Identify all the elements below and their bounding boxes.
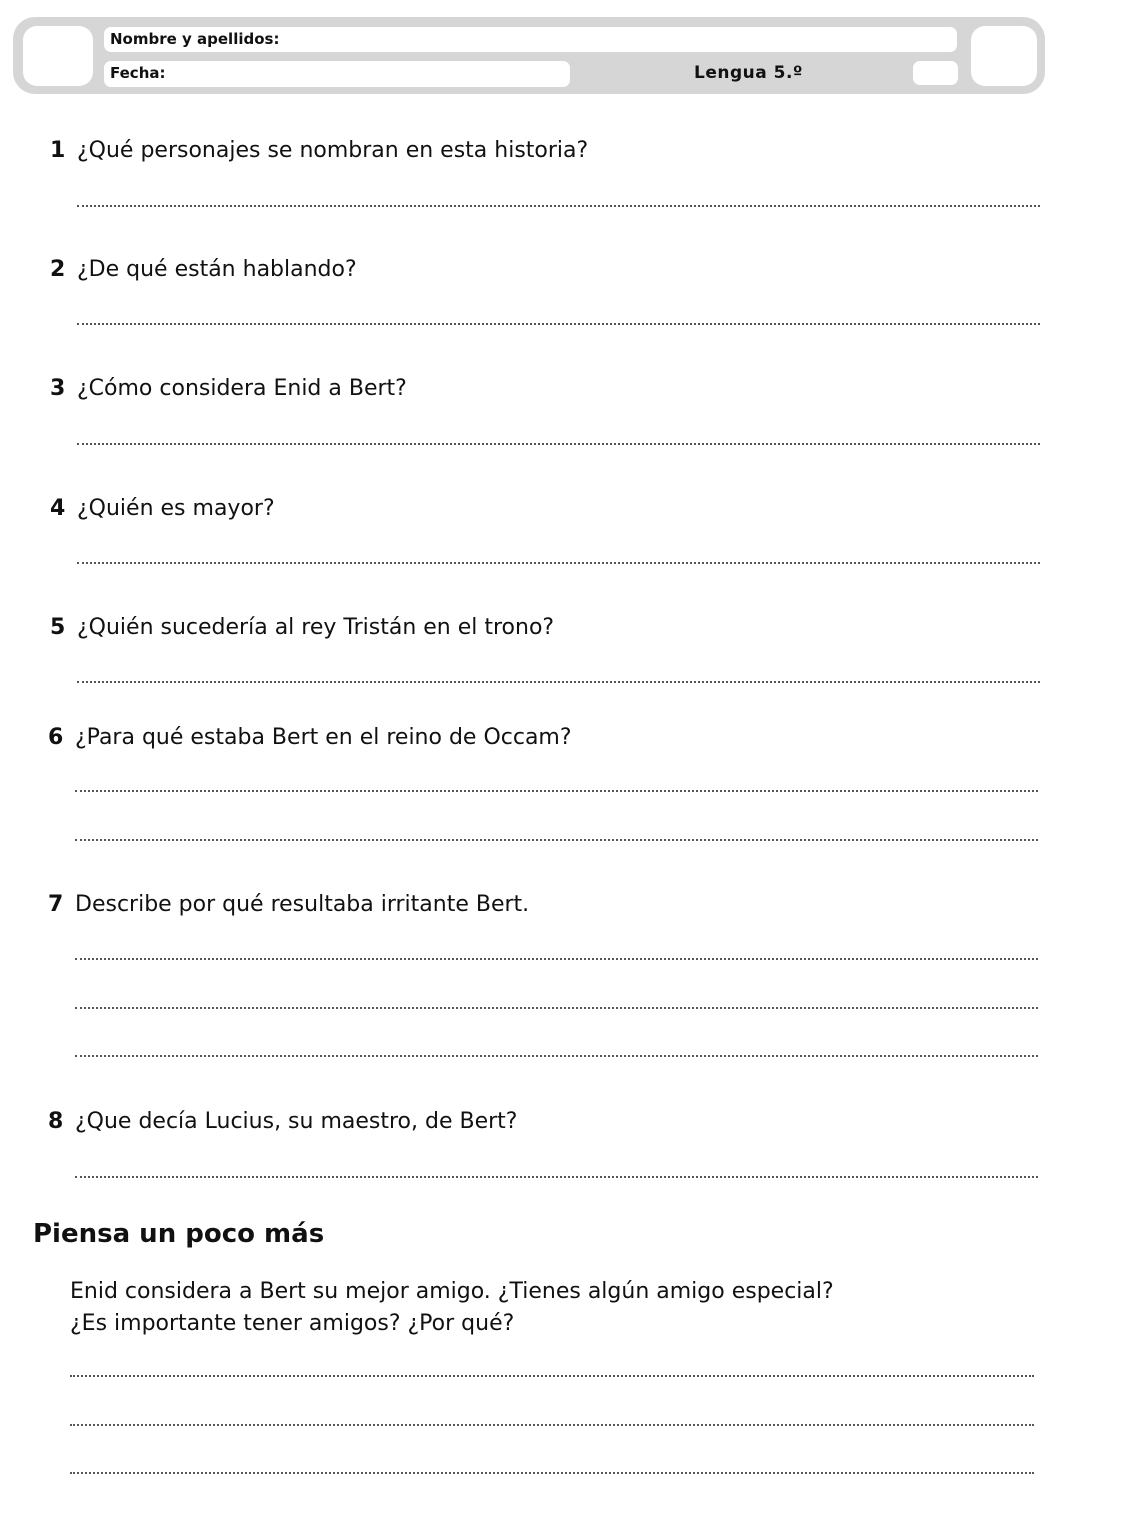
question-text: ¿Para qué estaba Bert en el reino de Occam? (75, 725, 572, 750)
question-text: ¿Que decía Lucius, su maestro, de Bert? (75, 1109, 518, 1134)
extra-prompt (70, 1276, 870, 1340)
prompt-line: ¿Es importante tener amigos? ¿Por qué? (70, 1311, 515, 1336)
worksheet-header (13, 17, 1045, 94)
answer-line[interactable] (70, 1472, 1034, 1474)
name-field[interactable]: Nombre y apellidos: (104, 27, 957, 52)
question-number: 1 (50, 138, 66, 163)
question-number: 4 (50, 496, 66, 521)
question-number: 3 (50, 376, 66, 401)
question-text: ¿Quién sucedería al rey Tristán en el trono? (77, 615, 555, 640)
answer-line[interactable] (75, 790, 1038, 792)
answer-line[interactable] (75, 839, 1038, 841)
answer-line[interactable] (77, 562, 1040, 564)
answer-line[interactable] (77, 323, 1040, 325)
subject-label: Lengua 5.º (694, 63, 804, 83)
question-number: 8 (48, 1109, 64, 1134)
question-text: Describe por qué resultaba irritante Bert. (75, 892, 530, 917)
answer-line[interactable] (77, 205, 1040, 207)
question-text: ¿Qué personajes se nombran en esta historia? (77, 138, 589, 163)
answer-line[interactable] (75, 1176, 1038, 1178)
answer-line[interactable] (77, 443, 1040, 445)
question-text: ¿Quién es mayor? (77, 496, 275, 521)
section-title: Piensa un poco más (33, 1219, 325, 1249)
question-text: ¿Cómo considera Enid a Bert? (77, 376, 407, 401)
answer-line[interactable] (75, 958, 1038, 960)
header-small-box (913, 61, 958, 85)
prompt-line: Enid considera a Bert su mejor amigo. ¿Tienes algún amigo especial? (70, 1279, 834, 1304)
question-number: 2 (50, 257, 66, 282)
question-number: 6 (48, 725, 64, 750)
question-number: 5 (50, 615, 66, 640)
header-left-box (23, 26, 93, 86)
answer-line[interactable] (75, 1055, 1038, 1057)
answer-line[interactable] (70, 1375, 1034, 1377)
header-right-box (971, 26, 1037, 86)
date-field[interactable]: Fecha: (104, 61, 570, 87)
answer-line[interactable] (77, 681, 1040, 683)
question-text: ¿De qué están hablando? (77, 257, 357, 282)
question-number: 7 (48, 892, 64, 917)
answer-line[interactable] (70, 1424, 1034, 1426)
answer-line[interactable] (75, 1007, 1038, 1009)
